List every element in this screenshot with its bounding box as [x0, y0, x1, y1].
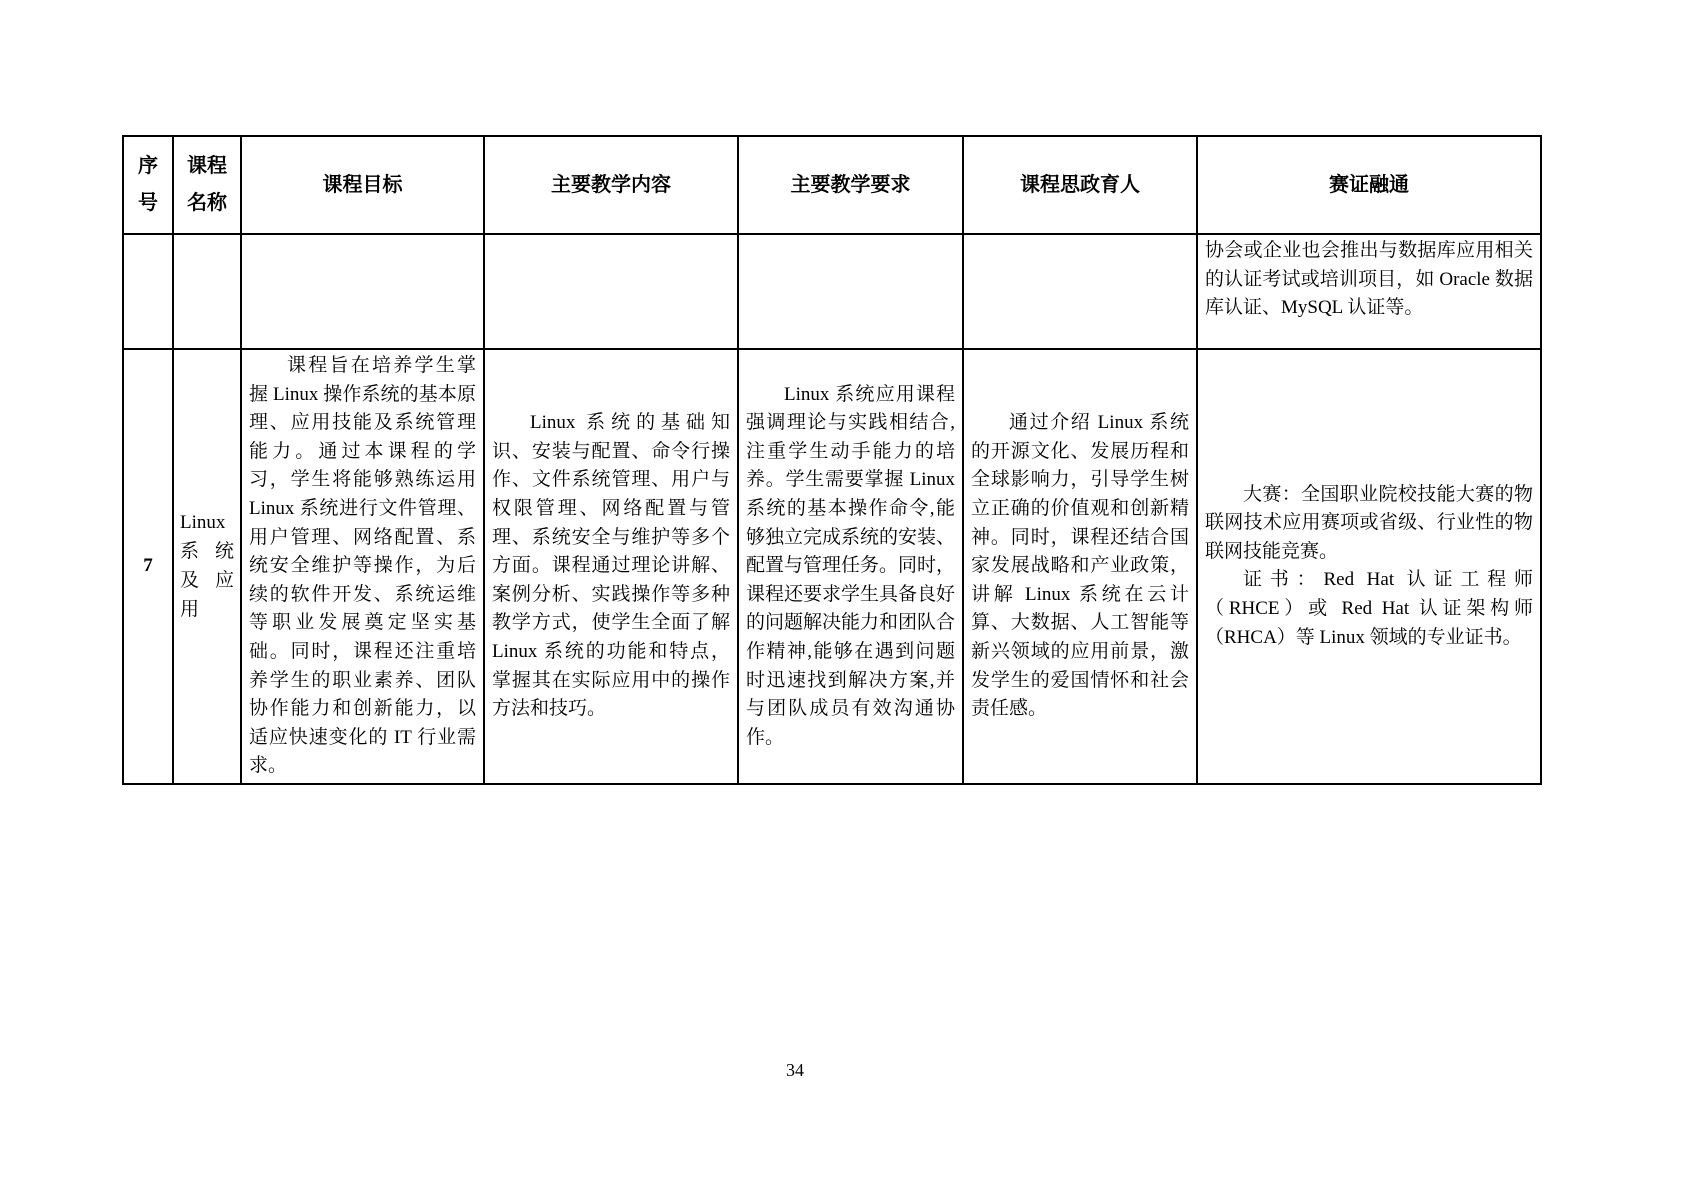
- cell-objectives: [241, 349, 484, 784]
- objectives-text: 课程旨在培养学生掌握 Linux 操作系统的基本原理、应用技能及系统管理能力。通过本课程的学习，学生将能够熟练运用 Linux 系统进行文件管理、用户管理、网络配置、系统安全维护等操作，为后续的软件开发、系统运维等职业发展奠定坚实基础。同时，课程还注重培养学生的职业素养、团队协作能力和创新能力，以适应快速变化的 IT 行业需求。: [249, 355, 476, 777]
- cell-seq: 7: [123, 349, 173, 784]
- cell-content: [484, 349, 738, 784]
- header-seq: 序号: [123, 136, 173, 234]
- cont-cell-ideology: [963, 234, 1197, 349]
- header-ideology: 课程思政育人: [963, 136, 1197, 234]
- header-objectives: 课程目标: [241, 136, 484, 234]
- header-cert: 赛证融通: [1197, 136, 1541, 234]
- cont-cell-course-name: [173, 234, 241, 349]
- table-row-linux-course: [123, 349, 1541, 784]
- requirements-text: Linux 系统应用课程强调理论与实践相结合,注重学生动手能力的培养。学生需要掌握 Linux 系统的基本操作命令,能够独立完成系统的安装、配置与管理任务。同时，课程还要求学生具备良好的问题解决能力和团队合作精神,能够在遇到问题时迅速找到解决方案,并与团队成员有效沟通协作。: [746, 383, 956, 748]
- cert-competition-text: 大赛：全国职业院校技能大赛的物联网技术应用赛项或省级、行业性的物联网技能竞赛。: [1205, 483, 1533, 562]
- course-table: [122, 135, 1542, 785]
- header-course-name: 课程名称: [173, 136, 241, 234]
- table-header-row: [123, 136, 1541, 234]
- table-row-continuation: [123, 234, 1541, 349]
- cont-cell-content: [484, 234, 738, 349]
- cert-certificate-text: 证书：Red Hat 认证工程师（RHCE）或 Red Hat 认证架构师（RHCA）等 Linux 领域的专业证书。: [1205, 569, 1533, 648]
- cont-cell-cert: [1197, 234, 1541, 349]
- cell-course-name: Linux 系统及应用: [173, 349, 241, 784]
- cont-cell-seq: [123, 234, 173, 349]
- cont-cell-requirements: [738, 234, 963, 349]
- cell-cert: [1197, 349, 1541, 784]
- cell-ideology: [963, 349, 1197, 784]
- cert-continuation-text: 协会或企业也会推出与数据库应用相关的认证考试或培训项目，如 Oracle 数据库认证、MySQL 认证等。: [1205, 240, 1533, 319]
- cont-cell-objectives: [241, 234, 484, 349]
- ideology-text: 通过介绍 Linux 系统的开源文化、发展历程和全球影响力，引导学生树立正确的价值观和创新精神。同时，课程还结合国家发展战略和产业政策，讲解 Linux 系统在云计算、大数据、人工智能等新兴领域的应用前景，激发学生的爱国情怀和社会责任感。: [971, 412, 1189, 720]
- header-requirements: 主要教学要求: [738, 136, 963, 234]
- cell-requirements: [738, 349, 963, 784]
- content-text: Linux 系统的基础知识、安装与配置、命令行操作、文件系统管理、用户与权限管理、网络配置与管理、系统安全与维护等多个方面。课程通过理论讲解、案例分析、实践操作等多种教学方式，使学生全面了解 Linux 系统的功能和特点，掌握其在实际应用中的操作方法和技巧。: [492, 412, 730, 720]
- header-content: 主要教学内容: [484, 136, 738, 234]
- page-number: 34: [786, 1060, 804, 1080]
